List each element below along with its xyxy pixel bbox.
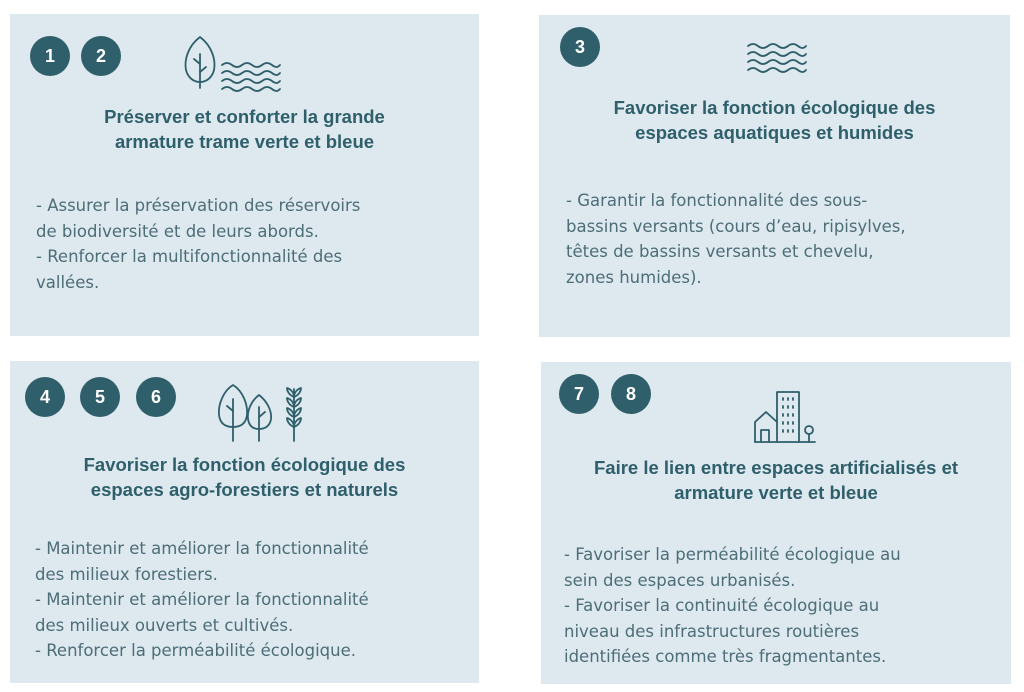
card-title: Faire le lien entre espaces artificialisés et armature verte et bleue <box>593 457 959 503</box>
objective-badge-2: 2 <box>81 36 121 76</box>
card-title: Favoriser la fonction écologique des espaces agro-forestiers et naturels <box>83 454 406 500</box>
water-waves-icon <box>220 60 282 92</box>
water-waves-icon <box>746 41 808 73</box>
trees-icon <box>215 381 279 445</box>
card-espaces-agro-forestiers <box>10 361 479 683</box>
objective-badge-7: 7 <box>559 374 599 414</box>
card-title: Préserver et conforter la grande armature trame verte et bleue <box>104 106 385 152</box>
card-body: - Maintenir et améliorer la fonctionnalité des milieux forestiers. - Maintenir et améliorer la fonctionnalité des milieux ouverts et cultivés. - Renforcer la perméabilité écologique. <box>35 539 369 660</box>
objective-badge-8: 8 <box>611 374 651 414</box>
card-body: - Assurer la préservation des réservoirs de biodiversité et de leurs abords. - Renforcer la multifonctionnalité des vallées. <box>36 196 361 292</box>
objective-badge-4: 4 <box>25 377 65 417</box>
wheat-icon <box>282 385 306 443</box>
objective-badge-5: 5 <box>80 377 120 417</box>
tree-icon <box>182 34 218 90</box>
card-body: - Favoriser la perméabilité écologique au sein des espaces urbanisés. - Favoriser la continuité écologique au niveau des infrastructures routières identifiées comme très fragmentantes. <box>564 545 901 666</box>
objective-badge-1: 1 <box>30 36 70 76</box>
card-espaces-artificialises <box>541 362 1011 684</box>
objective-badge-6: 6 <box>136 377 176 417</box>
card-espaces-aquatiques <box>539 15 1010 337</box>
objective-badge-3: 3 <box>560 27 600 67</box>
card-title: Favoriser la fonction écologique des espaces aquatiques et humides <box>613 97 936 143</box>
buildings-icon <box>753 388 819 444</box>
card-body: - Garantir la fonctionnalité des sous- bassins versants (cours d’eau, ripisylves, têtes de bassins versants et chevelu, zones humides). <box>566 191 906 287</box>
card-trame-verte-bleue <box>10 14 479 336</box>
